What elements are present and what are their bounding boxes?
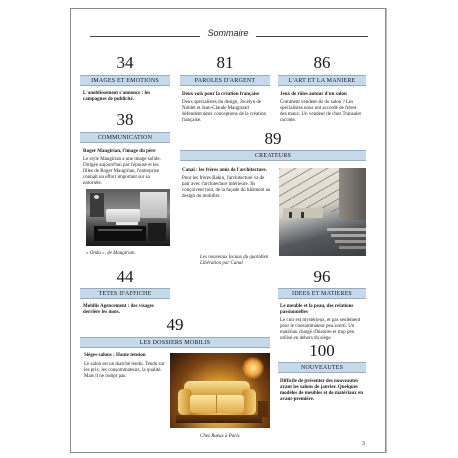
section-page-number: 96 bbox=[313, 267, 331, 286]
section-title-band: IMAGES ET EMOTIONS bbox=[80, 75, 170, 86]
section-title-band: IDEES ET MATIERES bbox=[278, 288, 366, 299]
photo-caption: Les nouveaux locaux du quotidien Libération par Canal bbox=[200, 255, 269, 266]
section-page-number: 49 bbox=[166, 315, 184, 334]
section-body: Le salon est un marché tendu. Tendu sur les prix, les consommateurs, la qualité. Mais il ne rompt pas. bbox=[84, 362, 165, 379]
photo-caption: Chez Rueux à Paris bbox=[200, 434, 240, 439]
section-title-band: NOUVEAUTES bbox=[278, 362, 366, 373]
header-rule-right bbox=[256, 36, 368, 37]
section-body: Comment vendent-ils du salon ? Les spécialistes nous ont accordé de frères des maux. Un vendeur de chez Transalet raconte. bbox=[280, 100, 361, 123]
section-page-number: 81 bbox=[216, 53, 234, 72]
header-rule-left bbox=[90, 36, 200, 37]
section-lead: Mobilis Agencement : des visages derrière les mots. bbox=[83, 304, 154, 315]
section-body: Deux spécialistes du design, Jocelyn de Noblet et Jean-Claude Maugirard défendent deux conceptions de la création française. bbox=[182, 100, 266, 123]
section-body: Le cuir est mystérieux, et pas seulement pour le consommateur peu averti. Un matériau chargé d'histoire et trop peu utilisé en dehors du siège. bbox=[280, 318, 361, 341]
section-page-number: 44 bbox=[116, 267, 134, 286]
section-page-number: 38 bbox=[116, 110, 134, 129]
section-body: Le style Maugirian a une image solide. Dirigée aujourd'hui par l'épouse et les filles de Roger Maugirian, l'entreprise connaît un effort important sur sa notoriété. bbox=[83, 157, 161, 186]
section-lead: Deux voix pour la création française bbox=[182, 92, 260, 97]
section-title-band: PAROLES D'ARGENT bbox=[180, 75, 270, 86]
photo-caption: « Onda », de Maugirian. bbox=[86, 251, 136, 256]
section-page-number: 86 bbox=[313, 53, 331, 72]
section-lead: Canal : les frères amis de l'architecture. bbox=[182, 168, 267, 173]
section-lead: Roger Maugirian, l'image du père bbox=[83, 149, 156, 154]
section-title-band: COMMUNICATION bbox=[80, 132, 170, 143]
section-lead: Le meuble et la peau, des relations passionnelles bbox=[280, 304, 354, 315]
page-title: Sommaire bbox=[207, 28, 249, 38]
section-title-band: CREATEURS bbox=[180, 150, 366, 161]
section-page-number: 100 bbox=[309, 341, 335, 360]
section-title-band: L'ART ET LA MANIERE bbox=[278, 75, 366, 86]
section-body: Pour les frères Bakin, l'architecture va de pair avec l'architecture intérieure. Ils conçoivent tout, de la façade du bâtiment au design du mobilier. bbox=[182, 176, 271, 199]
section-title-band: TETES D'AFFICHE bbox=[80, 288, 170, 299]
section-page-number: 34 bbox=[116, 53, 134, 72]
living-room-photo bbox=[86, 189, 170, 246]
page-number: 3 bbox=[362, 441, 365, 447]
section-title-band: LES DOSSIERS MOBILIS bbox=[80, 337, 270, 348]
section-lead: Difficile de présenter des nouveautés avant les salons de janvier. Quelques modèles de meubles et de matériaux en avant-première. bbox=[280, 379, 364, 402]
section-page-number: 89 bbox=[264, 129, 282, 148]
interior-architecture-photo bbox=[279, 168, 366, 256]
section-lead: Sièges-salons : Haute tension bbox=[84, 353, 146, 358]
section-lead: L'anoblissement s'annonce : les campagnes de publicité. bbox=[83, 91, 151, 102]
section-lead: Jeux de rôles autour d'un salon bbox=[280, 92, 347, 97]
yellow-sofa-photo bbox=[170, 353, 270, 428]
